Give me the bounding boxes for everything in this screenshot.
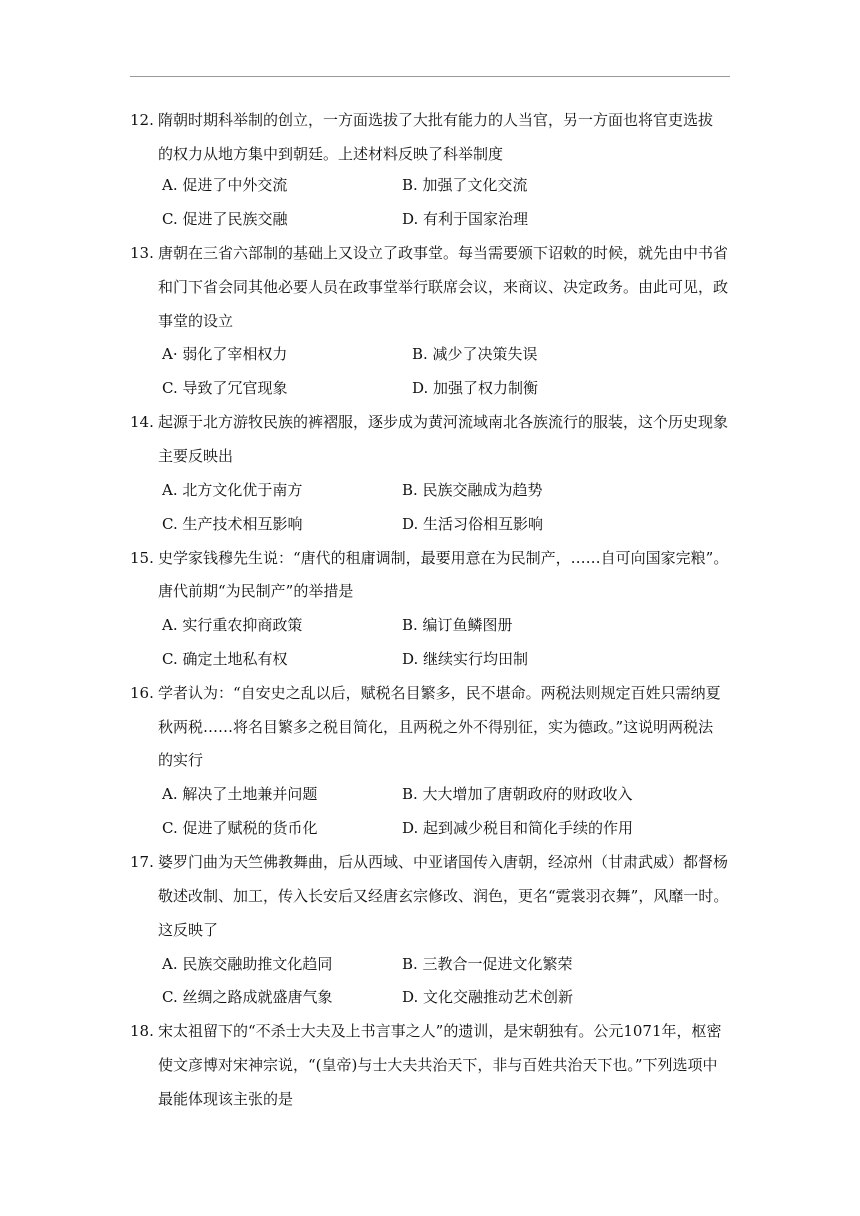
option-b[interactable]: B. 大大增加了唐朝政府的财政收入 [402,785,633,803]
question-stem-line: 主要反映出 [158,447,234,465]
option-a[interactable]: A. 实行重农抑商政策 [162,616,303,634]
question-stem-line: 这反映了 [158,921,219,939]
question-stem-line: 敬述改制、加工，传入长安后又经唐玄宗修改、润色，更名“霓裳羽衣舞”，风靡一时。 [158,887,729,905]
option-a[interactable]: A· 弱化了宰相权力 [162,345,288,363]
option-d[interactable]: D. 有利于国家治理 [402,210,529,228]
option-d[interactable]: D. 加强了权力制衡 [412,379,539,397]
question-stem-line: 的权力从地方集中到朝廷。上述材料反映了科举制度 [158,145,504,163]
question-stem-line: 学者认为：“自安史之乱以后，赋税名目繁多，民不堪命。两税法则规定百姓只需纳夏 [158,684,721,702]
question-number: 15. [130,549,154,567]
question-number: 18. [130,1022,154,1040]
question-number: 13. [130,244,154,262]
question-stem-line: 起源于北方游牧民族的裤褶服，逐步成为黄河流域南北各族流行的服装，这个历史现象 [158,413,729,431]
option-d[interactable]: D. 生活习俗相互影响 [402,515,544,533]
question-stem-line: 和门下省会同其他必要人员在政事堂举行联席会议，来商议、决定政务。由此可见，政 [158,278,729,296]
option-a[interactable]: A. 民族交融助推文化趋同 [162,955,333,973]
option-c[interactable]: C. 导致了冗官现象 [162,379,288,397]
option-d[interactable]: D. 继续实行均田制 [402,650,529,668]
question-stem-line: 的实行 [158,751,204,769]
option-c[interactable]: C. 生产技术相互影响 [162,515,303,533]
option-a[interactable]: A. 解决了土地兼并问题 [162,785,318,803]
option-a[interactable]: A. 促进了中外交流 [162,176,288,194]
option-b[interactable]: B. 民族交融成为趋势 [402,481,543,499]
question-number: 12. [130,111,154,129]
option-d[interactable]: D. 起到减少税目和简化手续的作用 [402,819,634,837]
question-stem-line: 史学家钱穆先生说：“唐代的租庸调制，最要用意在为民制产，……自可向国家完粮”。 [158,549,729,567]
header-rule [130,76,730,77]
option-b[interactable]: B. 编订鱼鳞图册 [402,616,513,634]
question-stem-line: 秋两税……将名目繁多之税目简化，且两税之外不得别征，实为德政。”这说明两税法 [158,718,714,736]
option-b[interactable]: B. 三教合一促进文化繁荣 [402,955,573,973]
option-c[interactable]: C. 确定土地私有权 [162,650,288,668]
question-stem-line: 唐朝在三省六部制的基础上又设立了政事堂。每当需要颁下诏敕的时候，就先由中书省 [158,244,729,262]
question-stem-line: 隋朝时期科举制的创立，一方面选拔了大批有能力的人当官，另一方面也将官吏选拔 [158,111,714,129]
option-b[interactable]: B. 加强了文化交流 [402,176,528,194]
question-stem-line: 宋太祖留下的“不杀士大夫及上书言事之人”的遗训，是宋朝独有。公元1071年，枢密 [158,1022,722,1040]
question-stem-line: 事堂的设立 [158,312,234,330]
question-stem-line: 婆罗门曲为天竺佛教舞曲，后从西域、中亚诸国传入唐朝，经凉州（甘肃武威）都督杨 [158,853,729,871]
question-stem-line: 最能体现该主张的是 [158,1090,294,1108]
question-number: 16. [130,684,154,702]
question-stem-line: 使文彦博对宋神宗说，“(皇帝)与士大夫共治天下，非与百姓共治天下也。”下列选项中 [158,1056,718,1074]
option-a[interactable]: A. 北方文化优于南方 [162,481,303,499]
option-c[interactable]: C. 促进了赋税的货币化 [162,819,318,837]
question-stem-line: 唐代前期“为民制产”的举措是 [158,582,354,600]
question-number: 17. [130,853,154,871]
option-d[interactable]: D. 文化交融推动艺术创新 [402,988,574,1006]
option-c[interactable]: C. 促进了民族交融 [162,210,288,228]
option-c[interactable]: C. 丝绸之路成就盛唐气象 [162,988,333,1006]
question-number: 14. [130,413,154,431]
option-b[interactable]: B. 减少了决策失误 [412,345,538,363]
